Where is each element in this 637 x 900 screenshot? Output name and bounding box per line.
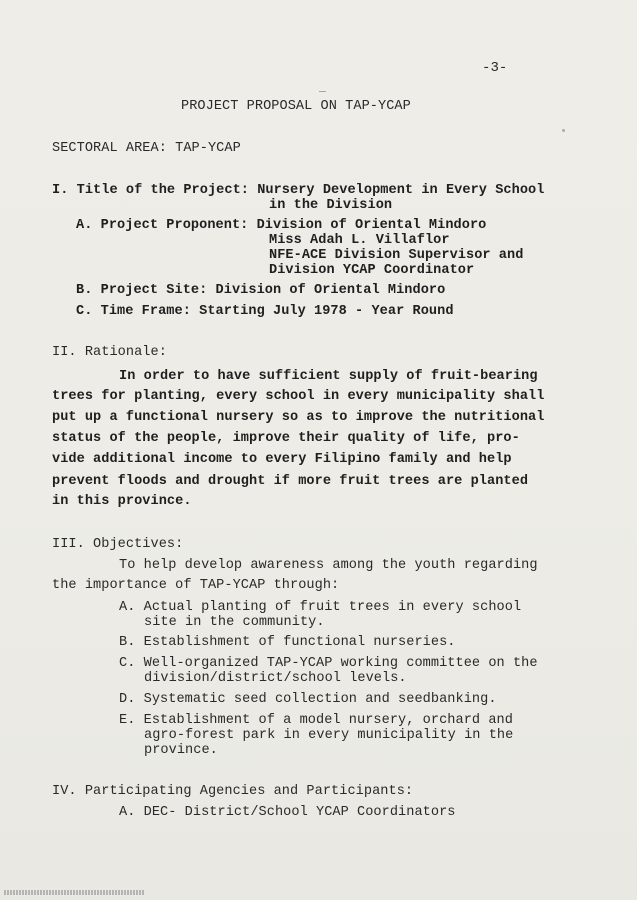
proponent-line-3: NFE-ACE Division Supervisor and <box>269 248 524 263</box>
objective-e-line-1: E. Establishment of a model nursery, orchard and <box>119 713 513 728</box>
sectoral-area: SECTORAL AREA: TAP-YCAP <box>52 141 241 156</box>
participants-heading: IV. Participating Agencies and Participants: <box>52 784 414 799</box>
scan-footer-strip <box>4 890 144 895</box>
objectives-heading: III. Objectives: <box>52 537 184 552</box>
proponent-line-1: A. Project Proponent: Division of Oriental Mindoro <box>76 218 487 233</box>
objective-c-line-2: division/district/school levels. <box>144 671 407 686</box>
objective-b: B. Establishment of functional nurseries. <box>119 635 456 650</box>
objective-a-line-2: site in the community. <box>144 615 325 630</box>
rationale-line-1: In order to have sufficient supply of fruit-bearing <box>119 369 538 384</box>
objective-d: D. Systematic seed collection and seedbanking. <box>119 692 497 707</box>
page-number: -3- <box>482 60 508 76</box>
proponent-line-2: Miss Adah L. Villaflor <box>269 233 450 248</box>
project-site: B. Project Site: Division of Oriental Mindoro <box>76 283 446 298</box>
participants-item-a: A. DEC- District/School YCAP Coordinators <box>119 805 456 820</box>
rationale-line-6: prevent floods and drought if more fruit trees are planted <box>52 474 529 489</box>
objective-e-line-3: province. <box>144 743 218 758</box>
document-title: PROJECT PROPOSAL ON TAP-YCAP <box>181 99 411 114</box>
time-frame: C. Time Frame: Starting July 1978 - Year Round <box>76 304 454 319</box>
objective-c-line-1: C. Well-organized TAP-YCAP working committee on the <box>119 656 538 671</box>
proponent-line-4: Division YCAP Coordinator <box>269 263 475 278</box>
project-title-line-2: in the Division <box>269 198 393 213</box>
project-title-line-1: I. Title of the Project: Nursery Development in Every School <box>52 183 545 198</box>
rationale-line-2: trees for planting, every school in every municipality shall <box>52 389 545 404</box>
rationale-heading: II. Rationale: <box>52 345 167 360</box>
objectives-intro-line-1: To help develop awareness among the youth regarding <box>119 558 538 573</box>
rationale-line-4: status of the people, improve their quality of life, pro- <box>52 431 520 446</box>
objectives-intro-line-2: the importance of TAP-YCAP through: <box>52 578 340 593</box>
rationale-line-7: in this province. <box>52 494 192 509</box>
objective-e-line-2: agro-forest park in every municipality in the <box>144 728 514 743</box>
objective-a-line-1: A. Actual planting of fruit trees in every school <box>119 600 522 615</box>
rationale-line-5: vide additional income to every Filipino family and help <box>52 452 512 467</box>
typewriter-mark <box>319 91 326 92</box>
rationale-line-3: put up a functional nursery so as to improve the nutritional <box>52 410 545 425</box>
paper-speck <box>562 129 565 132</box>
